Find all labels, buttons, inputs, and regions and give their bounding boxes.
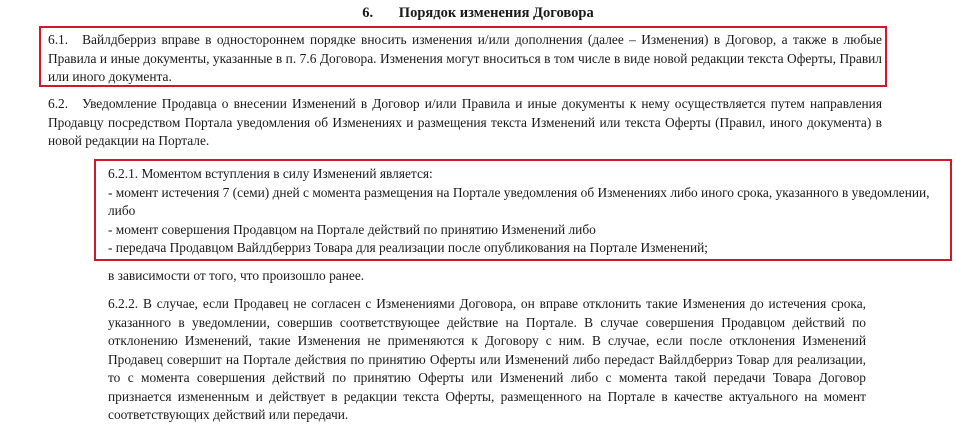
section-number: 6.: [362, 5, 374, 21]
list-item: - момент совершения Продавцом на Портале действий по принятию Изменений либо: [108, 221, 596, 237]
paragraph-6-2-2: [108, 295, 866, 425]
list-item: - момент истечения 7 (семи) дней с момента размещения на Портале уведомления об Изменениях либо иного срока, указанного в уведомлении, либо: [108, 184, 930, 218]
section-title: Порядок изменения Договора: [398, 5, 594, 21]
paragraph-number: 6.2.: [48, 96, 69, 111]
section-heading: [0, 4, 956, 22]
list-item: - передача Продавцом Вайлдберриз Товара для реализации после опубликования на Портале Изменений;: [108, 240, 709, 255]
paragraph-6-1: [48, 31, 882, 87]
paragraph-6-2-1: [108, 165, 948, 258]
paragraph-text: Уведомление Продавца о внесении Изменений в Договор и/или Правила и иные документы к нему осуществляется путем направления Продавцу посредством Портала уведомления об Изменениях и размещения текста Изменений или текста Оферты (Правил, иного документа) в новой редакции на Портале.: [48, 96, 882, 148]
paragraph-6-2-1-tail: [108, 267, 942, 286]
paragraph-text: 6.2.2. В случае, если Продавец не согласен с Изменениями Договора, он вправе отклонить такие Изменения до истечения срока, указанного в уведомлении, совершив соответствующее действие на Портале. В случае совершения Продавцом действий по отклонению Изменений, такие Изменения не применяются к Договору с ним. В случае, если после отклонения Изменений Продавец совершит на Портале действия по принятию Оферты или Изменений либо передаст Вайлдберриз Товар для реализации, то с момента совершения действий по принятию Оферты или Изменений либо с момента такой передачи Товара Договор признается измененным и действует в редакции текста Оферты, размещенного на Портале в качестве актуального на момент соответствующих действий или передачи.: [108, 296, 866, 422]
paragraph-6-2: [48, 95, 882, 151]
paragraph-intro: 6.2.1. Моментом вступления в силу Изменений является:: [108, 166, 433, 181]
paragraph-text: в зависимости от того, что произошло ранее.: [108, 268, 365, 283]
paragraph-number: 6.1.: [48, 32, 69, 47]
paragraph-text: Вайлдберриз вправе в одностороннем порядке вносить изменения и/или дополнения (далее – Изменения) в Договор, а также в любые Правила и иные документы, указанные в п. 7.6 Договора. Изменения могут вноситься в том числе в виде новой редакции текста Оферты, Правил или иного документа.: [48, 32, 882, 84]
